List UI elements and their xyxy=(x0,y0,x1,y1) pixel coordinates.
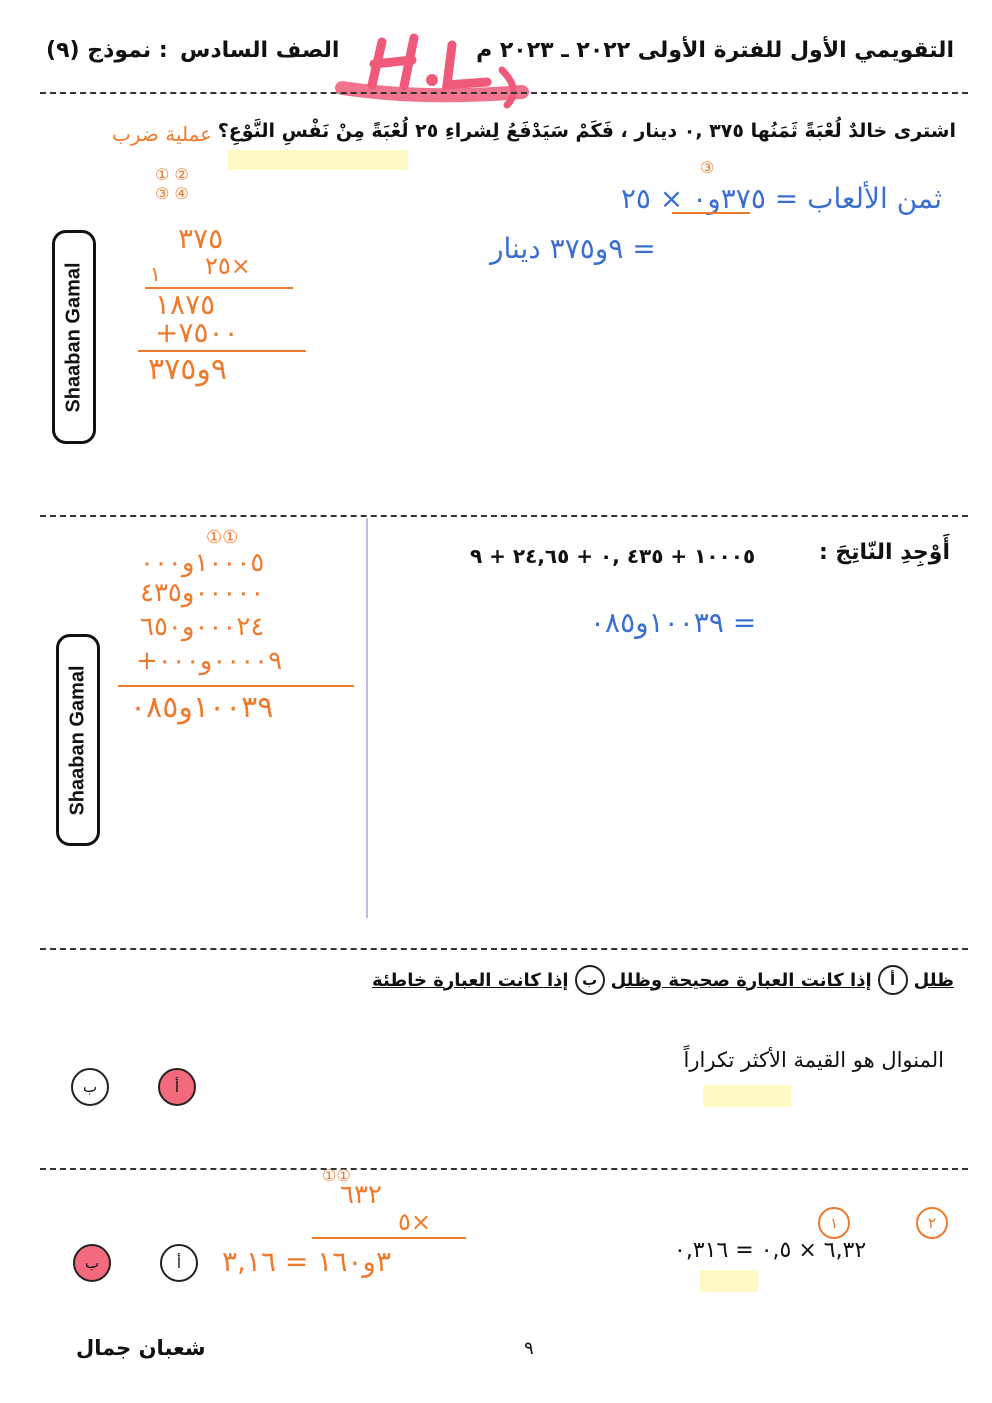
vertical-divider xyxy=(366,518,368,918)
q2-label: أَوْجِدِ النّاتِجَ : xyxy=(818,540,950,565)
tf2-option-b[interactable]: ب xyxy=(73,1244,111,1282)
highlight xyxy=(703,1085,791,1107)
tf2-statement: ٦,٣٢ × ٠,٥ = ٠,٣١٦ xyxy=(674,1238,867,1263)
instr-middle: إذا كانت العبارة صحيحة وظلل xyxy=(610,969,872,991)
work-row: ١٠٠٠٥و٠٠٠ xyxy=(140,548,265,578)
tf2-mark-2: ٢ xyxy=(916,1207,948,1239)
work-row: +٧٥٠٠ xyxy=(155,316,239,349)
tf2-option-a[interactable]: أ xyxy=(160,1244,198,1282)
tf2-work-row: ٦٣٢ xyxy=(340,1180,382,1210)
sidebar-label: Shaaban Gamal xyxy=(66,664,89,816)
tf2-mark-1: ١ xyxy=(818,1207,850,1239)
instructions xyxy=(340,962,954,998)
carry-marks: ①① xyxy=(322,1166,351,1185)
divider xyxy=(40,92,968,94)
carry-marks: ① ② ③ ④ xyxy=(155,165,189,203)
mark-3: ③ xyxy=(700,158,715,177)
divider xyxy=(40,1168,968,1170)
work-row: ٠٠٠٢٤و٦٥٠ xyxy=(140,612,265,642)
q1-note: عملية ضرب xyxy=(112,122,213,146)
sidebar-label: Shaaban Gamal xyxy=(62,261,85,413)
tf1-option-b[interactable]: ب xyxy=(71,1068,109,1106)
page-number: ٩ xyxy=(524,1338,534,1359)
tf2-work-result: ٣و١٦٠ = ٣,١٦ xyxy=(222,1245,391,1278)
grade-label: الصف السادس xyxy=(180,38,340,63)
q2-expression: ١٠٠٠٥ + ٤٣٥ ,٠ + ٢٤,٦٥ + ٩ xyxy=(470,544,756,568)
work-result: ١٠٠٣٩و٠٨٥ xyxy=(130,690,274,725)
footer-author: شعبان جمال xyxy=(76,1336,206,1360)
sidebar-tag xyxy=(52,230,96,444)
work-carry: ١ xyxy=(150,262,161,286)
highlight xyxy=(700,1270,758,1292)
model-label: : نموذج (٩) xyxy=(46,38,168,63)
work-row: ٣٧٥ xyxy=(178,222,224,255)
tf1-option-a[interactable]: أ xyxy=(158,1068,196,1106)
q1-answer-line1: ثمن الألعاب = ٣٧٥و٠ × ٢٥ xyxy=(620,182,942,215)
work-row: +٠٠٠٠٩و٠٠٠ xyxy=(136,646,283,676)
sidebar-tag xyxy=(56,634,100,846)
tf1-statement: المنوال هو القيمة الأكثر تكراراً xyxy=(683,1048,944,1072)
exam-title: التقويمي الأول للفترة الأولى ٢٠٢٢ ـ ٢٠٢٣ م xyxy=(476,38,954,63)
work-row: ٠٠٠٠٠و٤٣٥ xyxy=(140,578,265,608)
q1-text: اشترى خالدٌ لُعْبَةً ثَمَنُها ٣٧٥ ,٠ دينار ، فَكَمْ سَيَدْفَعُ لِشراءِ ٢٥ لُعْبَةً مِنْ نَفْسِ النَّوْعِ؟ xyxy=(217,120,956,142)
work-row: ٢٥× xyxy=(205,252,251,280)
option-a-sample: أ xyxy=(878,965,908,995)
option-b-sample: ب xyxy=(575,965,605,995)
work-row: ١٨٧٥ xyxy=(155,288,216,321)
work-result: ٩و٣٧٥ xyxy=(148,352,227,387)
divider xyxy=(40,515,968,517)
carry-marks: ①① xyxy=(206,527,239,548)
q2-answer: = ١٠٠٣٩و٠٨٥ xyxy=(590,606,757,639)
tf2-work-row: ٥× xyxy=(398,1208,431,1236)
highlight xyxy=(228,150,408,170)
q1-answer-line2: = ٩و٣٧٥ دينار xyxy=(490,232,656,265)
divider xyxy=(40,948,968,950)
instr-suffix: إذا كانت العبارة خاطئة xyxy=(372,969,569,991)
signature-mark xyxy=(322,30,532,110)
instr-prefix: ظلل xyxy=(913,969,954,991)
